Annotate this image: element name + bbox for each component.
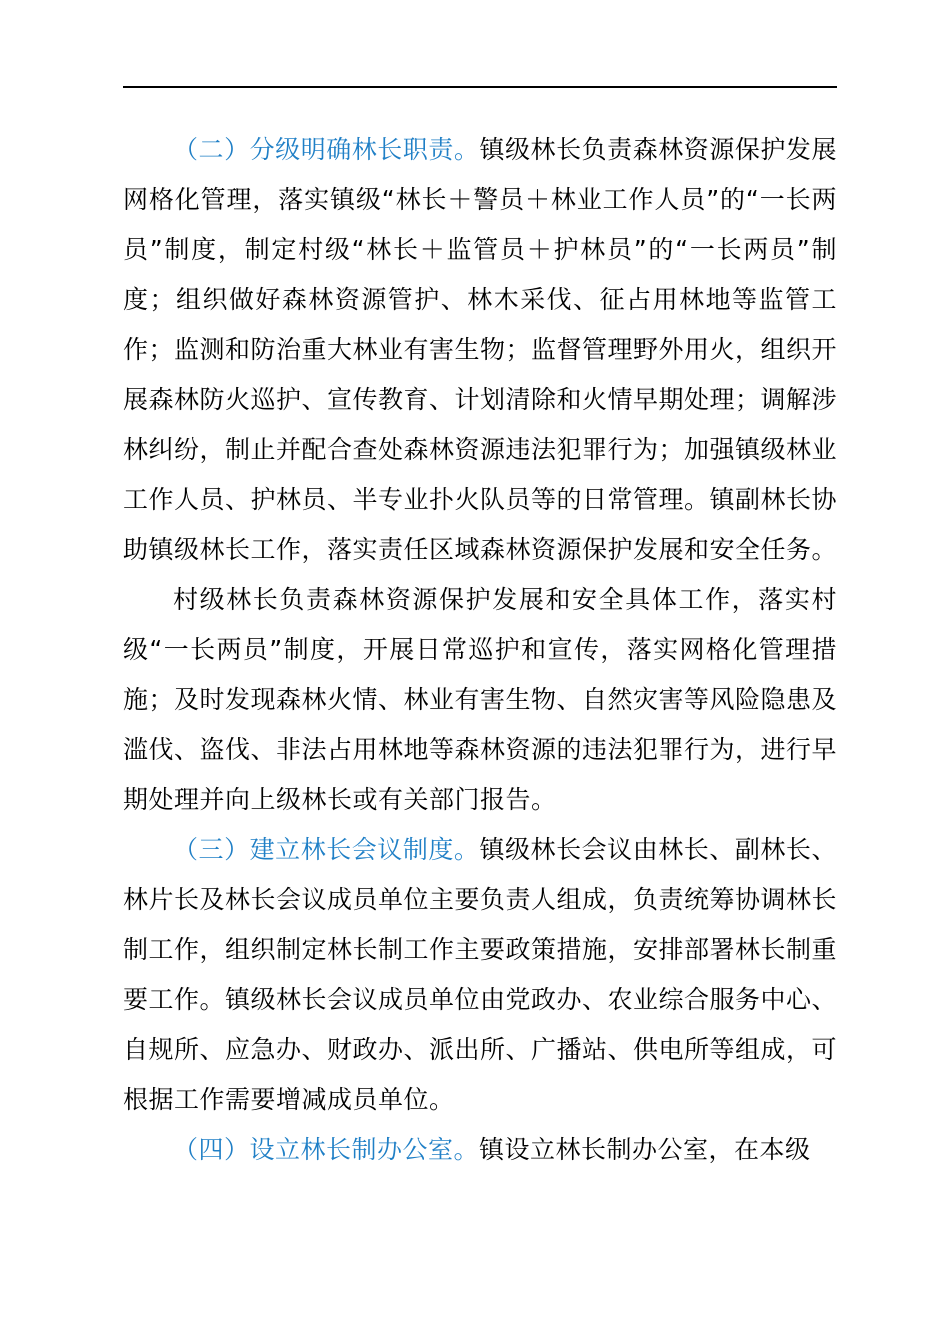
document-body [123,125,837,1175]
paragraph-office [123,1125,837,1175]
section-heading-2: （二）分级明确林长职责。 [173,135,480,164]
paragraph-text: 村级林长负责森林资源保护发展和安全具体工作，落实村级“一长两员”制度，开展日常巡护和宣传，落实网格化管理措施；及时发现森林火情、林业有害生物、自然灾害等风险隐患及滥伐、盗伐、非法占用林地等森林资源的违法犯罪行为，进行早期处理并向上级林长或有关部门报告。 [123,585,838,814]
section-heading-4: （四）设立林长制办公室。 [173,1135,480,1164]
paragraph-text: 镇级林长负责森林资源保护发展网格化管理，落实镇级“林长＋警员＋林业工作人员”的“一长两员”制度，制定村级“林长＋监管员＋护林员”的“一长两员”制度；组织做好森林资源管护、林木采伐、征占用林地等监管工作；监测和防治重大林业有害生物；监督管理野外用火，组织开展森林防火巡护、宣传教育、计划清除和火情早期处理；调解涉林纠纷，制止并配合查处森林资源违法犯罪行为；加强镇级林业工作人员、护林员、半专业扑火队员等的日常管理。镇副林长协助镇级林长工作，落实责任区域森林资源保护发展和安全任务。 [123,135,838,564]
header-rule [123,86,837,88]
paragraph-meeting-system [123,825,837,1125]
paragraph-text: 镇级林长会议由林长、副林长、林片长及林长会议成员单位主要负责人组成，负责统筹协调林长制工作，组织制定林长制工作主要政策措施，安排部署林长制重要工作。镇级林长会议成员单位由党政办、农业综合服务中心、自规所、应急办、财政办、派出所、广播站、供电所等组成，可根据工作需要增减成员单位。 [123,835,838,1114]
paragraph-text: 镇设立林长制办公室，在本级 [479,1135,811,1164]
paragraph-responsibilities [123,125,837,575]
paragraph-village-forest-chief [123,575,837,825]
section-heading-3: （三）建立林长会议制度。 [173,835,480,864]
